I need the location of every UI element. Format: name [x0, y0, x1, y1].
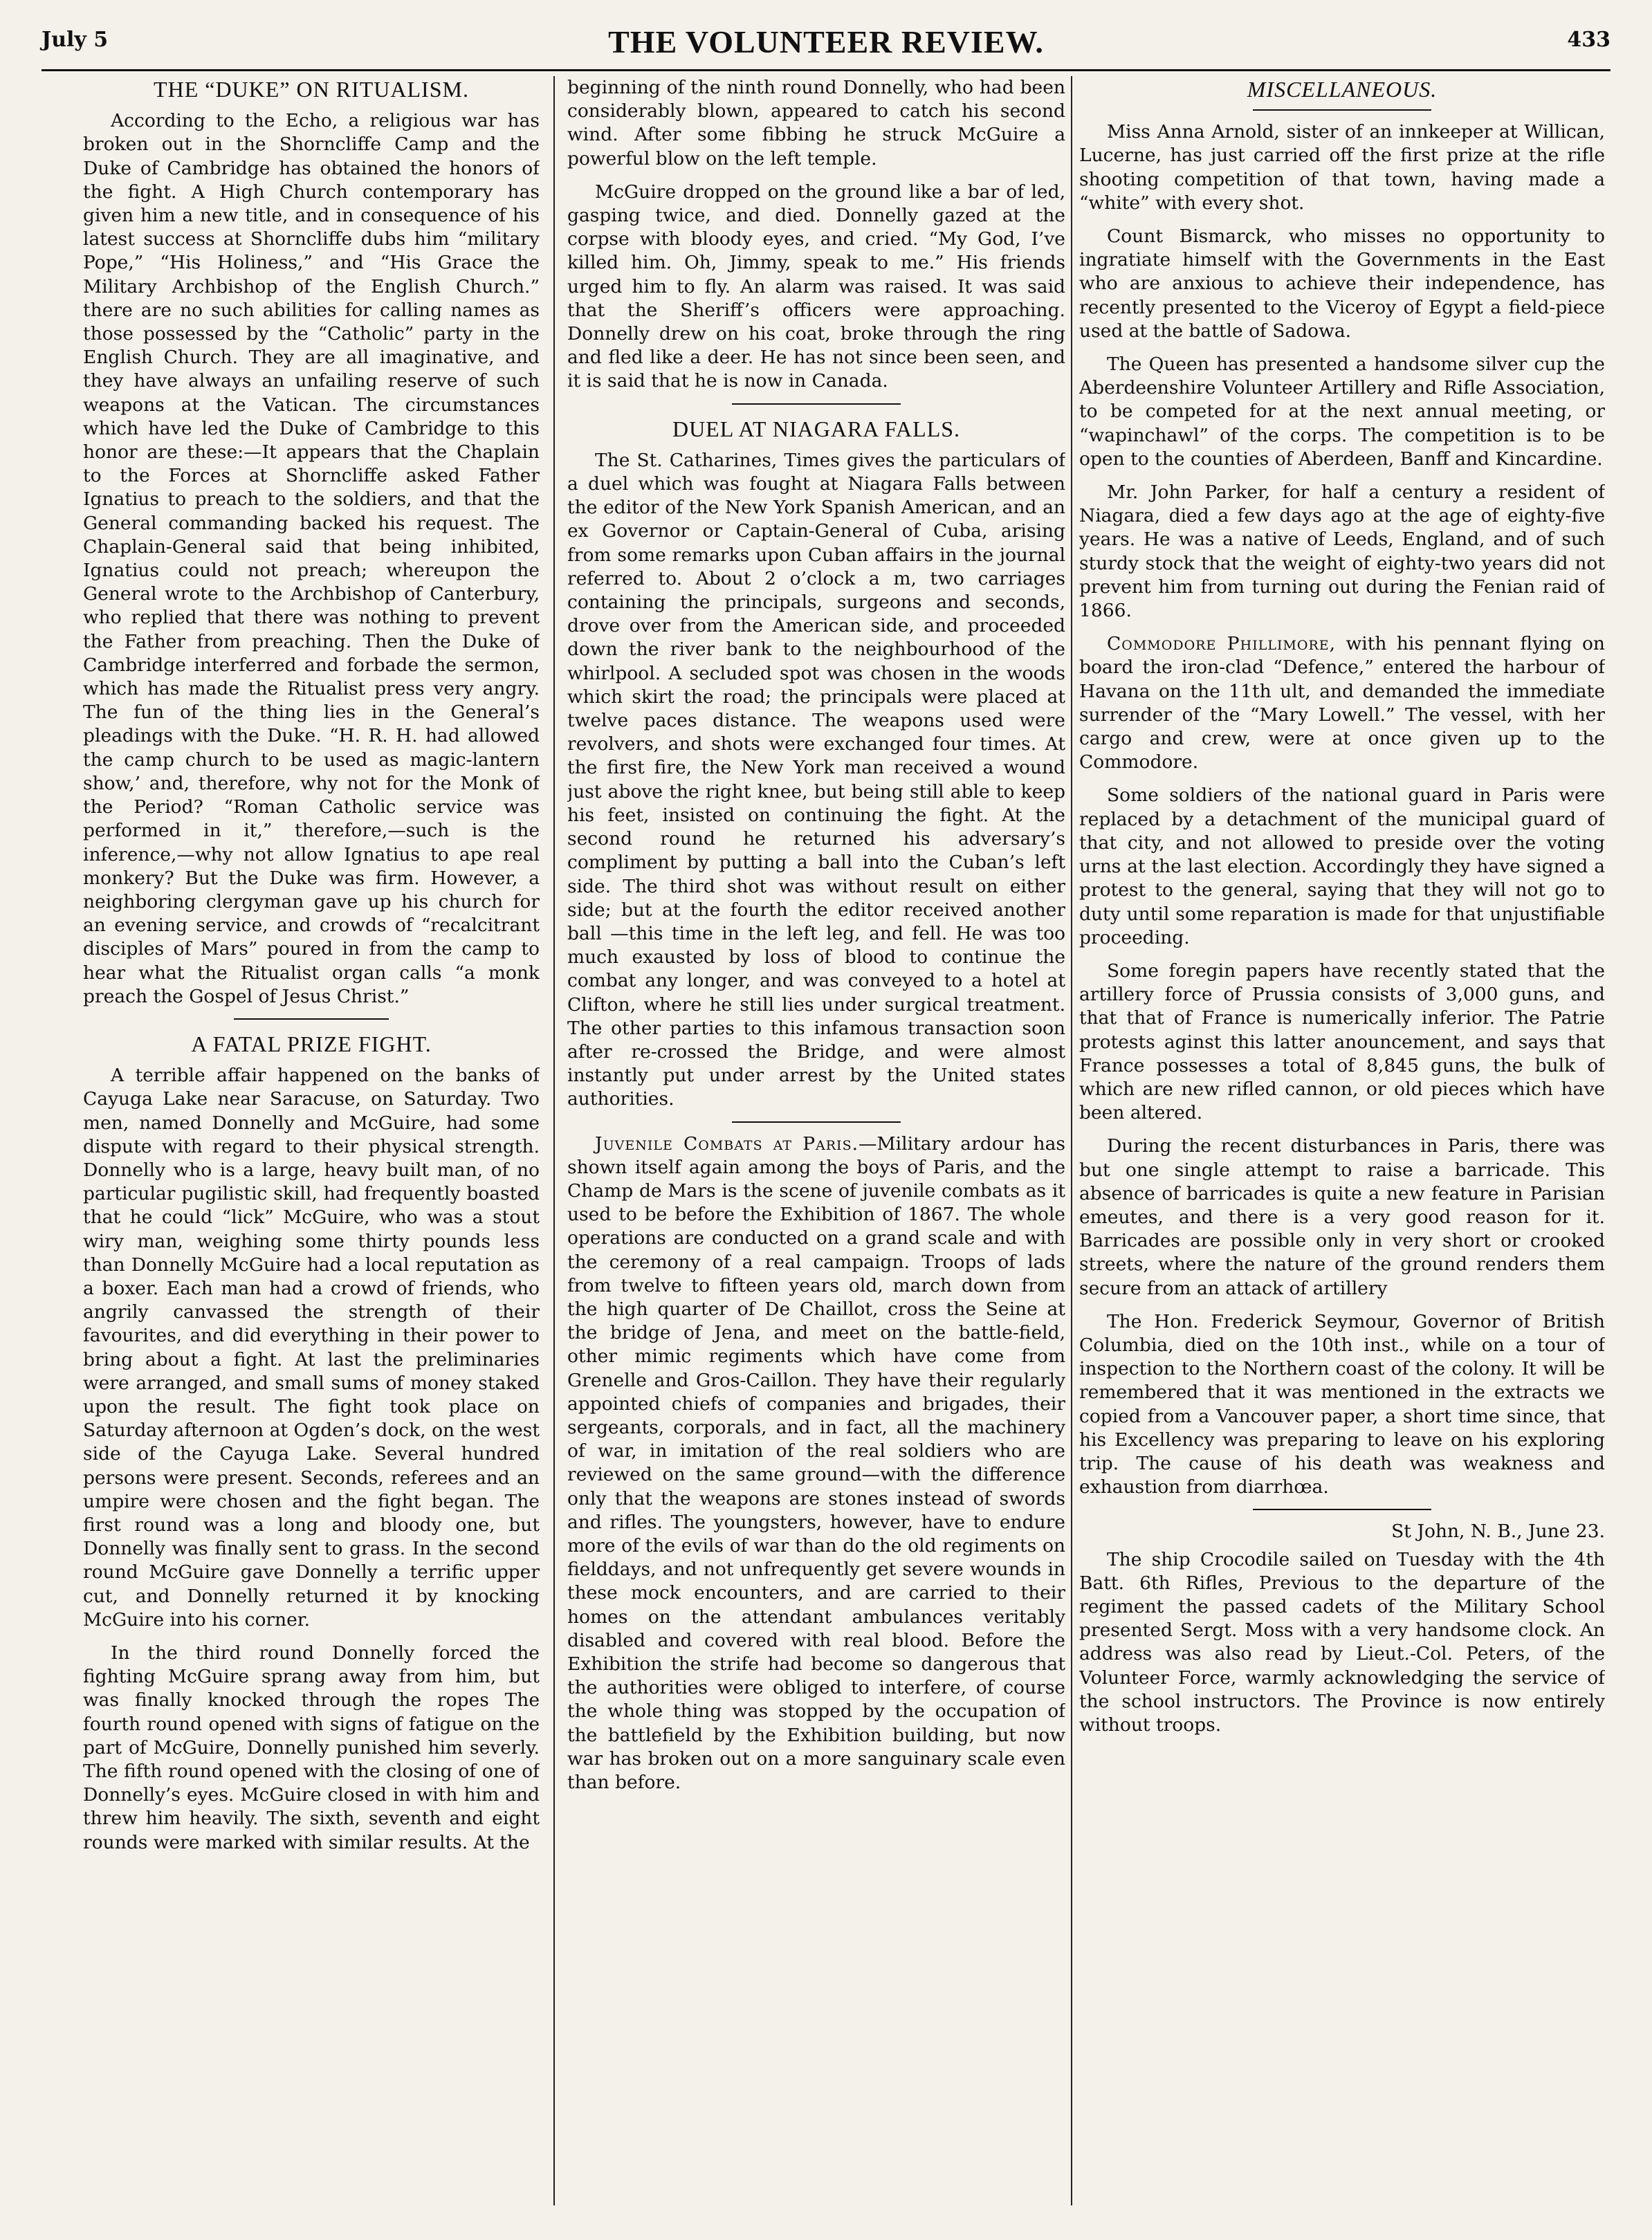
misc-item-crocodile: The ship Crocodile sailed on Tuesday with the 4th Batt. 6th Rifles, Previous to the departure of the regiment the passed cadets of the Military School presented Sergt. Moss with a very handsome clock. An address was also read by Lieut.-Col. Peters, of the Volunteer Force, warmly acknowledging the service of the school instructors. The Province is now entirely without troops.	[1079, 1548, 1605, 1736]
column-divider-1	[553, 76, 555, 2205]
article-title-ritualism: THE “DUKE” ON RITUALISM.	[154, 77, 469, 102]
issue-date: July 5	[42, 28, 109, 52]
misc-item-prussia-guns: Some foregin papers have recently stated that the artillery force of Prussia consists of 3,000 guns, and that that of France is numerically inferior. The Patrie protests aginst this latter anouncement, and says that France possesses a total of 8,845 guns, the bulk of which are new rifled cannon, or old pieces which have been altered.	[1079, 960, 1605, 1124]
column-3	[1079, 76, 1605, 2212]
article-head-juvenile: Juvenile Combats at Paris.	[595, 1132, 859, 1155]
article-body-prize-fight-4: McGuire dropped on the ground like a bar of led, gasping twice, and died. Donnelly gazed at the corpse with bloody eyes, and cried. “My God, I’ve killed him. Oh, Jimmy, speak to me.” His friends urged him to fly. An alarm was raised. It was said that the Sheriff’s officers were approaching. Donnelly drew on his coat, broke through the ring and fled like a deer. He has not since been seen, and it is said that he is now in Canada.	[567, 181, 1065, 392]
misc-item-parker: Mr. John Parker, for half a century a resident of Niagara, died a few days ago at the age of eighty-five years. He was a native of Leeds, England, and of such sturdy stock that the weight of eighty-two years did not prevent him from turning out during the Fenian raid of 1866.	[1079, 481, 1605, 622]
misc-item-queen-cup: The Queen has presented a handsome silver cup the Aberdeenshire Volunteer Artillery and Rifle Association, to be competed for at the next annual meeting, or “wapinchawl” of the corps. The competition is to be open to the counties of Aberdeen, Banff and Kincardine.	[1079, 354, 1605, 470]
misc-item-arnold: Miss Anna Arnold, sister of an innkeeper at Willican, Lucerne, has just carried off the first prize at the rifle shooting competition of that town, having made a “white” with every shot.	[1079, 121, 1605, 214]
misc-item-seymour: The Hon. Frederick Seymour, Governor of British Columbia, died on the 10th inst., while on a tour of inspection to the Northern coast of the colony. It will be remembered that it was mentioned in the extracts we copied from a Vancouver paper, a short time since, that his Excellency was preparing to leave on his exploring trip. The cause of his death was weakness and exhaustion from diarrhœa.	[1079, 1310, 1605, 1498]
article-separator	[234, 1018, 389, 1020]
article-body-prize-fight-2: In the third round Donnelly forced the fighting McGuire sprang away from him, but was finally knocked through the ropes The fourth round opened with signs of fatigue on the part of McGuire, Donnelly punished him severly. The fifth round opened with the closing of one of Donnelly’s eyes. McGuire closed in with him and threw him heavily. The sixth, seventh and eight rounds were marked with similar results. At the	[83, 1642, 540, 1853]
misc-item-phillimore: Commodore Phillimore, with his pennant flying on board the iron-clad “Defence,” entered the harbour of Havana on the 11th ult, and demanded the immediate surrender of the “Mary Lowell.” The vessel, with her cargo and crew, were at once given up to the Commodore.	[1079, 633, 1605, 773]
page-header	[42, 21, 1610, 62]
article-body-juvenile: Juvenile Combats at Paris.—Military ardour has shown itself again among the boys of Paris, and the Champ de Mars is the scene of juvenile combats as it used to be before the Exhibition of 1867. The whole operations are conducted on a grand scale and with the ceremony of a real campaign. Troops of lads from twelve to fifteen years old, march down from the high quarter of De Chaillot, cross the Seine at the bridge of Jena, and meet on the battle-field, other mimic regiments which have come from Grenelle and Gros-Caillon. They have their regularly appointed chiefs of companies and brigades, their sergeants, corporals, and in fact, all the machinery of war, in imitation of the real soldiers who are reviewed on the same ground—with the difference only that the weapons are stones instead of swords and rifles. The youngsters, however, have to endure more of the evils of war than do the old regiments on fielddays, and not unfrequently get severe wounds in these mock encounters, and are carried to their homes on the attendant ambulances veritably disabled and covered with real blood. Before the Exhibition the strife had become so dangerous that the authorities were obliged to interfere, of course the whole thing was stopped by the occupation of the battlefield by the Exhibition building, but now war has broken out on a more sanguinary scale even than before.	[567, 1132, 1065, 1794]
misc-item-paris-guard: Some soldiers of the national guard in Paris were replaced by a detachment of the municipal guard of that city, and not allowed to preside over the voting urns at the last election. Accordingly they have signed a protest to the general, saying that they will not go to duty until some reparation is made for that unjustifiable proceeding.	[1079, 784, 1605, 948]
misc-item-barricades: During the recent disturbances in Paris, there was but one single attempt to raise a barricade. This absence of barricades is quite a new feature in Parisian emeutes, and there is a very good reason for it. Barricades are possible only in very short or crooked streets, where the nature of the ground renders them secure from an attack of artillery	[1079, 1135, 1605, 1299]
page-number: 433	[1567, 28, 1610, 52]
article-body-ritualism: According to the Echo, a religious war has broken out in the Shorncliffe Camp and the Duke of Cambridge has obtained the honors of the fight. A High Church contemporary has given him a new title, and in consequence of his latest success at Shorncliffe dubs him “military Pope,” “His Holiness,” and “His Grace the Military Archbishop of the English Church.” there are no such abilities for calling names as those possessed by the “Catholic” party in the English Church. They are all imaginative, and they have always an unfailing reserve of such weapons at the Vatican. The circumstances which have led the Duke of Cambridge to this honor are these:—It appears that the Chaplain to the Forces at Shorncliffe asked Father Ignatius to preach to the soldiers, and that the General commanding backed his request. The Chaplain-General said that being inhibited, Ignatius could not preach; whereupon the General wrote to the Archbishop of Canterbury, who replied that there was nothing to prevent the Father from preaching. Then the Duke of Cambridge interferred and forbade the sermon, which has made the Ritualist press very angry. The fun of the thing lies in the General’s pleadings with the Duke. “H. R. H. had allowed the camp church to be used as magic-lantern show,’ and, therefore, why not for the Monk of the Period? “Roman Catholic service was performed in it,” therefore,—such is the inference,—why not allow Ignatius to ape real monkery? But the Duke was firm. However, a neighboring clergyman gave up his church for an evening service, and crowds of “recalcitrant disciples of Mars” poured in from the camp to hear what the Ritualist organ calls “a monk preach the Gospel of Jesus Christ.”	[83, 110, 540, 1007]
article-body-prize-fight-1: A terrible affair happened on the banks of Cayuga Lake near Saracuse, on Saturday. Two men, named Donnelly and McGuire, had some dispute with regard to their physical strength. Donnelly who is a large, heavy built man, of no particular pugilistic skill, had frequently boasted that he could “lick” McGuire, who was a stout wiry man, weighing some thirty pounds less than Donnelly McGuire had a local reputation as a boxer. Each man had a crowd of friends, who angrily canvassed the strength of their favourites, and did everything in their power to bring about a fight. At last the preliminaries were arranged, and small sums of money staked upon the result. The fight took place on Saturday afternoon at Ogden’s dock, on the west side of the Cayuga Lake. Several hundred persons were present. Seconds, referees and an umpire were chosen and the fight began. The first round was a long and bloody one, but Donnelly was finally sent to grass. In the second round McGuire gave Donnelly a terrific upper cut, and Donnelly returned it by knocking McGuire into his corner.	[83, 1065, 540, 1631]
section-separator	[1253, 109, 1431, 111]
article-body-prize-fight-3: beginning of the ninth round Donnelly, who had been considerably blown, appeared to catch his second wind. After some fibbing he struck McGuire a powerful blow on the left temple.	[567, 77, 1065, 169]
header-rule	[42, 69, 1610, 71]
article-title-prize-fight: A FATAL PRIZE FIGHT.	[191, 1031, 432, 1056]
column-2	[567, 76, 1065, 2212]
article-title-duel: DUEL AT NIAGARA FALLS.	[672, 416, 961, 441]
dateline-st-john: St John, N. B., June 23.	[1391, 1521, 1605, 1543]
article-separator	[732, 403, 901, 405]
column-divider-2	[1071, 76, 1072, 2205]
misc-head-phillimore: Commodore Phillimore,	[1107, 633, 1337, 655]
article-body-duel: The St. Catharines, Times gives the particulars of a duel which was fought at Niagara Falls between the editor of the New York Spanish American, and an ex Governor or Captain-General of Cuba, arising from some remarks upon Cuban affairs in the journal referred to. About 2 o’clock a m, two carriages containing the principals, surgeons and seconds, drove over from the American side, and proceeded down the river bank to the neighbourhood of the whirlpool. A secluded spot was chosen in the woods which skirt the road; the principals were placed at twelve paces distance. The weapons used were revolvers, and shots were exchanged four times. At the first fire, the New York man received a wound just above the right knee, but being still able to keep his feet, insisted on continuing the fight. At the second round he returned his adversary’s compliment by putting a ball into the Cuban’s left side. The third shot was without result on either side; but at the fourth the editor received another ball —this time in the left leg, and fell. He was too much exausted by loss of blood to continue the combat any longer, and was conveyed to a hotel at Clifton, where he still lies under surgical treatment. The other parties to this infamous transaction soon after re-crossed the Bridge, and were almost instantly put under arrest by the United states authorities.	[567, 449, 1065, 1110]
misc-item-bismarck: Count Bismarck, who misses no opportunity to ingratiate himself with the Governments in the East who are anxious to achieve their independence, has recently presented to the Viceroy of Egypt a field-piece used at the battle of Sadowa.	[1079, 226, 1605, 342]
column-1	[83, 76, 540, 2212]
article-separator	[732, 1121, 901, 1123]
publication-title: THE VOLUNTEER REVIEW.	[608, 24, 1044, 59]
article-separator	[1253, 1509, 1431, 1510]
section-title-miscellaneous: MISCELLANEOUS.	[1247, 77, 1438, 102]
